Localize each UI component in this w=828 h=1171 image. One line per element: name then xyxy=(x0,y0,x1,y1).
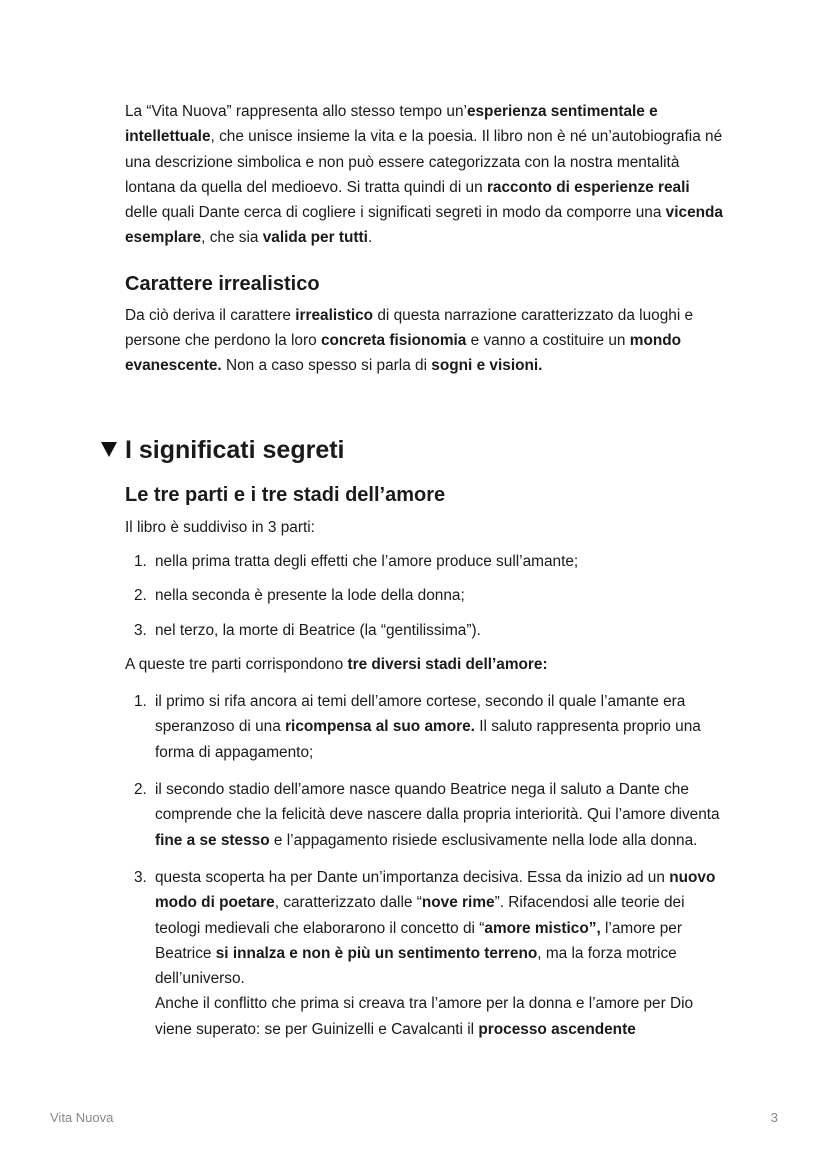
bold-text: nove rime xyxy=(421,894,495,912)
toggle-heading[interactable]: I significati segreti xyxy=(125,435,345,464)
section-paragraph-irrealistico: Da ciò deriva il carattere irrealistico di questa narrazione caratterizzato da luoghi e persone che perdono la loro concreta fisionomia e vanno a costituire un mondo evanescente. Non a caso spesso si parla di sogni e visioni. xyxy=(125,306,694,375)
stages-intro: A queste tre parti corrispondono tre diversi stadi dell’amore: xyxy=(125,655,548,673)
bold-text: mondo evanescente. xyxy=(125,332,682,375)
parts-list xyxy=(125,549,725,643)
bold-text: vicenda esemplare xyxy=(125,204,723,247)
list-item xyxy=(125,865,725,1042)
stages-list xyxy=(125,689,725,1042)
list-item xyxy=(125,583,725,608)
list-item xyxy=(125,549,725,574)
list-item-text: il primo si rifa ancora ai temi dell’amore cortese, secondo il quale l’amante era speranzoso di una ricompensa al suo amore. Il saluto rappresenta proprio una forma di appagamento; xyxy=(155,693,701,761)
bold-text: sogni e visioni. xyxy=(431,357,543,375)
bold-text: irrealistico xyxy=(295,306,374,324)
page-content xyxy=(125,99,725,1042)
bold-text: fine a se stesso xyxy=(155,831,270,849)
list-number: 2. xyxy=(134,781,147,799)
list-number: 3. xyxy=(134,868,147,886)
bold-text: tre diversi stadi dell’amore: xyxy=(347,655,548,673)
footer-title: Vita Nuova xyxy=(50,1110,114,1125)
subsection-heading: Le tre parti e i tre stadi dell’amore xyxy=(125,483,446,506)
list-item xyxy=(125,777,725,853)
bold-text: concreta fisionomia xyxy=(320,332,467,350)
list-item-text: nel terzo, la morte di Beatrice (la “gentilissima”). xyxy=(155,621,481,639)
parts-intro: Il libro è suddiviso in 3 parti: xyxy=(125,518,315,536)
bold-text: processo ascendente xyxy=(478,1020,636,1038)
list-item-text: nella prima tratta degli effetti che l’amore produce sull’amante; xyxy=(155,552,579,570)
bold-text: si innalza e non è più un sentimento terreno xyxy=(215,944,538,962)
section-heading-carattere-irrealistico: Carattere irrealistico xyxy=(125,272,320,295)
bold-text: racconto di esperienze reali xyxy=(486,178,690,196)
bold-text: ricompensa al suo amore. xyxy=(285,718,475,736)
bold-text: amore mistico”, xyxy=(484,919,601,937)
list-item-text: nella seconda è presente la lode della donna; xyxy=(155,587,465,605)
list-item xyxy=(125,689,725,765)
list-number: 1. xyxy=(134,693,147,711)
bold-text: valida per tutti xyxy=(262,229,368,247)
list-number: 2. xyxy=(134,587,147,605)
intro-paragraph: La “Vita Nuova” rappresenta allo stesso tempo un’esperienza sentimentale e intellettuale, che unisce insieme la vita e la poesia. Il libro non è né un’autobiografia né una descrizione simbolica e non può essere categorizzata con la nostra mentalità lontana da quella del medioevo. Si tratta quindi di un racconto di esperienze reali delle quali Dante cerca di cogliere i significati segreti in modo da comporre una vicenda esemplare, che sia valida per tutti. xyxy=(125,103,723,247)
list-item-text: il secondo stadio dell’amore nasce quando Beatrice nega il saluto a Dante che comprende che la felicità deve nascere dalla propria interiorità. Qui l’amore diventa fine a se stesso e l’appagamento risiede esclusivamente nella lode alla donna. xyxy=(155,781,720,849)
toggle-triangle-icon[interactable] xyxy=(101,442,117,457)
list-number: 1. xyxy=(134,552,147,570)
bold-text: nuovo modo di poetare xyxy=(155,868,716,912)
list-item xyxy=(125,618,725,643)
list-number: 3. xyxy=(134,621,147,639)
list-item-text: questa scoperta ha per Dante un’importanza decisiva. Essa da inizio ad un nuovo modo di poetare, caratterizzato dalle “nove rime”. Rifacendosi alle teorie dei teologi medievali che elaborarono il concetto di “amore mistico”, l’amore per Beatrice si innalza e non è più un sentimento terreno, ma la forza motrice dell’universo. Anche il conflitto che prima si creava tra l’amore per la donna e l’amore per Dio viene superato: se per Guinizelli e Cavalcanti il processo ascendente xyxy=(155,868,716,1038)
toggle-block xyxy=(125,433,725,467)
page-number: 3 xyxy=(770,1110,778,1125)
bold-text: esperienza sentimentale e intellettuale xyxy=(125,103,658,146)
